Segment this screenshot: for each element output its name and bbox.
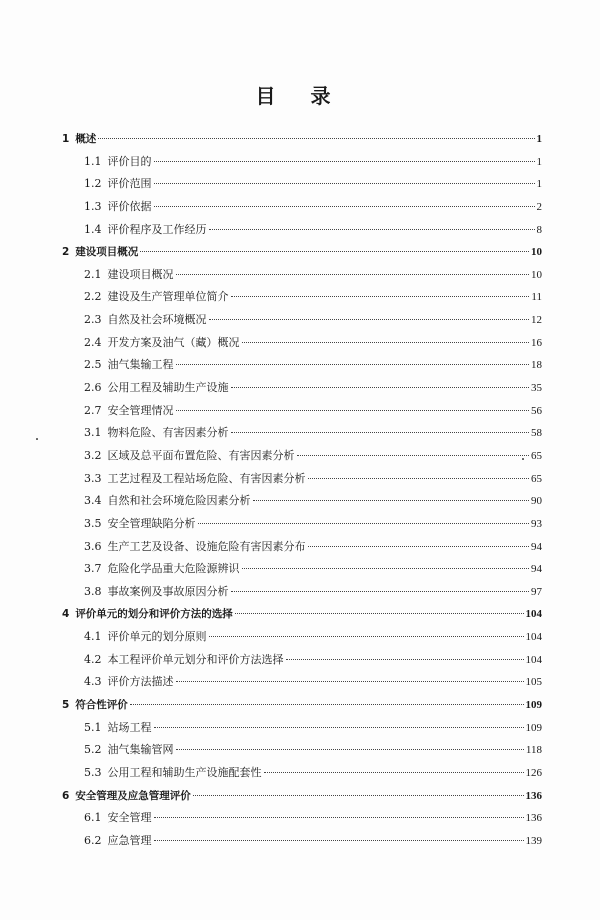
toc-entry-label: 安全管理情况	[107, 403, 174, 417]
toc-entry-number: 2.7	[84, 403, 102, 417]
toc-section-entry	[62, 400, 542, 423]
toc-page-number: 94	[531, 563, 542, 576]
toc-dot-leader	[176, 749, 524, 750]
scan-speck	[36, 438, 38, 440]
toc-page-number: 104	[525, 631, 542, 644]
toc-entry-number: 3.3	[84, 471, 102, 485]
toc-entry-label: 油气集输管网	[107, 743, 174, 757]
toc-dot-leader	[297, 455, 530, 456]
toc-entry-label: 自然和社会环境危险因素分析	[107, 494, 251, 508]
toc-section-entry	[62, 196, 542, 219]
table-of-contents	[62, 128, 542, 853]
toc-page-number: 90	[531, 495, 542, 508]
toc-entry-number: 4.1	[84, 630, 102, 644]
toc-entry-label: 安全管理	[107, 811, 152, 825]
toc-dot-leader	[154, 727, 524, 728]
toc-page-number: 1	[536, 133, 542, 145]
toc-entry-label: 评价方法描述	[107, 675, 174, 689]
toc-page-number: 65	[531, 472, 542, 485]
toc-entry-number: 5	[62, 699, 70, 712]
toc-dot-leader	[231, 296, 530, 297]
toc-entry-label: 工艺过程及工程站场危险、有害因素分析	[107, 471, 306, 485]
toc-entry-number: 3.6	[84, 539, 102, 553]
toc-dot-leader	[253, 500, 530, 501]
toc-page-number: 12	[531, 314, 542, 327]
toc-entry-number: 2.6	[84, 381, 102, 395]
toc-page-number: 97	[531, 585, 542, 598]
toc-entry-label: 危险化学品重大危险源辨识	[107, 562, 240, 576]
toc-entry-label: 安全管理及应急管理评价	[75, 789, 191, 802]
toc-entry-number: 1	[62, 133, 70, 145]
toc-section-entry	[62, 830, 542, 853]
toc-entry-label: 符合性评价	[75, 699, 128, 712]
toc-dot-leader	[209, 319, 530, 320]
toc-entry-label: 自然及社会环境概况	[107, 313, 207, 327]
toc-dot-leader	[286, 659, 524, 660]
toc-section-entry	[62, 445, 542, 468]
toc-entry-label: 评价依据	[107, 199, 152, 213]
toc-page-number: 11	[531, 291, 542, 304]
toc-dot-leader	[176, 681, 524, 682]
toc-section-entry	[62, 490, 542, 513]
toc-dot-leader	[242, 568, 530, 569]
toc-entry-number: 6	[62, 789, 70, 802]
toc-entry-label: 概述	[75, 133, 97, 145]
toc-page-number: 65	[531, 449, 542, 462]
toc-page-number: 1	[536, 178, 542, 191]
toc-chapter-entry	[62, 694, 542, 717]
toc-entry-label: 安全管理缺陷分析	[107, 516, 196, 530]
toc-entry-number: 4.2	[84, 652, 102, 666]
toc-entry-number: 2.1	[84, 267, 102, 281]
toc-entry-label: 评价目的	[107, 154, 152, 168]
toc-section-entry	[62, 286, 542, 309]
toc-section-entry	[62, 626, 542, 649]
toc-dot-leader	[209, 229, 535, 230]
toc-section-entry	[62, 422, 542, 445]
toc-section-entry	[62, 513, 542, 536]
toc-entry-number: 1.1	[84, 154, 102, 168]
toc-page-number: 126	[525, 766, 542, 779]
toc-entry-number: 6.1	[84, 811, 102, 825]
toc-dot-leader	[98, 138, 534, 139]
toc-entry-number: 3.2	[84, 448, 102, 462]
toc-page-number: 118	[525, 744, 542, 757]
toc-section-entry	[62, 151, 542, 174]
toc-dot-leader	[231, 591, 530, 592]
toc-section-entry	[62, 332, 542, 355]
toc-page-number: 56	[531, 404, 542, 417]
toc-entry-label: 事故案例及事故原因分析	[107, 584, 229, 598]
toc-page-number: 58	[531, 427, 542, 440]
toc-entry-label: 评价范围	[107, 177, 152, 191]
toc-entry-number: 4.3	[84, 675, 102, 689]
toc-entry-number: 5.3	[84, 765, 102, 779]
toc-section-entry	[62, 581, 542, 604]
toc-section-entry	[62, 173, 542, 196]
toc-page-number: 16	[531, 336, 542, 349]
toc-entry-number: 2	[62, 246, 70, 259]
toc-section-entry	[62, 739, 542, 762]
toc-dot-leader	[308, 478, 530, 479]
toc-entry-label: 开发方案及油气（藏）概况	[107, 335, 240, 349]
toc-dot-leader	[154, 206, 535, 207]
toc-chapter-entry	[62, 128, 542, 151]
toc-dot-leader	[154, 840, 524, 841]
toc-entry-number: 3.1	[84, 426, 102, 440]
toc-dot-leader	[242, 342, 530, 343]
toc-entry-number: 4	[62, 608, 70, 621]
toc-page-number: 139	[525, 834, 542, 847]
toc-entry-label: 公用工程及辅助生产设施	[107, 381, 229, 395]
toc-entry-label: 物料危险、有害因素分析	[107, 426, 229, 440]
toc-dot-leader	[231, 432, 530, 433]
toc-section-entry	[62, 558, 542, 581]
toc-section-entry	[62, 649, 542, 672]
toc-page-number: 136	[525, 812, 542, 825]
toc-section-entry	[62, 377, 542, 400]
toc-page-number: 1	[536, 155, 542, 168]
toc-page-number: 94	[531, 540, 542, 553]
toc-page-number: 18	[531, 359, 542, 372]
toc-entry-label: 生产工艺及设备、设施危险有害因素分布	[107, 539, 306, 553]
toc-section-entry	[62, 671, 542, 694]
toc-page-number: 104	[525, 608, 542, 621]
toc-section-entry	[62, 536, 542, 559]
toc-page-number: 35	[531, 382, 542, 395]
toc-page-number: 105	[525, 676, 542, 689]
toc-dot-leader	[308, 546, 530, 547]
toc-dot-leader	[154, 161, 535, 162]
toc-section-entry	[62, 717, 542, 740]
toc-entry-label: 站场工程	[107, 720, 152, 734]
toc-entry-number: 1.3	[84, 199, 102, 213]
toc-section-entry	[62, 264, 542, 287]
toc-entry-number: 1.2	[84, 177, 102, 191]
toc-page-number: 2	[536, 200, 542, 213]
toc-page-number: 109	[525, 699, 542, 712]
toc-entry-number: 2.4	[84, 335, 102, 349]
toc-section-entry	[62, 219, 542, 242]
toc-entry-number: 1.4	[84, 222, 102, 236]
toc-page-number: 10	[531, 268, 542, 281]
toc-entry-label: 公用工程和辅助生产设施配套性	[107, 765, 262, 779]
toc-entry-number: 5.1	[84, 720, 102, 734]
toc-entry-label: 区域及总平面布置危险、有害因素分析	[107, 448, 295, 462]
toc-dot-leader	[176, 274, 530, 275]
toc-dot-leader	[193, 795, 524, 796]
toc-section-entry	[62, 309, 542, 332]
toc-chapter-entry	[62, 603, 542, 626]
toc-dot-leader	[176, 364, 530, 365]
toc-page-number: 109	[525, 721, 542, 734]
toc-entry-number: 3.8	[84, 584, 102, 598]
toc-dot-leader	[176, 410, 530, 411]
toc-page-number: 136	[525, 789, 542, 802]
toc-chapter-entry	[62, 241, 542, 264]
toc-entry-number: 2.5	[84, 358, 102, 372]
toc-section-entry	[62, 762, 542, 785]
toc-dot-leader	[264, 772, 524, 773]
toc-entry-number: 3.4	[84, 494, 102, 508]
toc-dot-leader	[198, 523, 530, 524]
toc-dot-leader	[154, 183, 535, 184]
toc-entry-number: 6.2	[84, 833, 102, 847]
toc-entry-label: 油气集输工程	[107, 358, 174, 372]
toc-title: 目 录	[255, 84, 345, 108]
toc-dot-leader	[154, 817, 524, 818]
toc-entry-label: 建设项目概况	[107, 267, 174, 281]
toc-dot-leader	[140, 251, 529, 252]
toc-page-number: 10	[531, 246, 542, 259]
toc-section-entry	[62, 468, 542, 491]
toc-dot-leader	[209, 636, 524, 637]
toc-entry-number: 2.3	[84, 313, 102, 327]
toc-dot-leader	[130, 704, 524, 705]
toc-chapter-entry	[62, 785, 542, 808]
toc-entry-label: 本工程评价单元划分和评价方法选择	[107, 652, 284, 666]
toc-dot-leader	[235, 613, 524, 614]
toc-entry-label: 建设项目概况	[75, 246, 139, 259]
toc-entry-number: 3.5	[84, 516, 102, 530]
toc-page-number: 93	[531, 517, 542, 530]
toc-section-entry	[62, 354, 542, 377]
toc-entry-label: 评价单元的划分原则	[107, 630, 207, 644]
toc-entry-label: 评价单元的划分和评价方法的选择	[75, 608, 233, 621]
toc-page-number: 104	[525, 653, 542, 666]
toc-entry-number: 5.2	[84, 743, 102, 757]
toc-page-number: 8	[536, 223, 542, 236]
toc-entry-number: 3.7	[84, 562, 102, 576]
toc-entry-number: 2.2	[84, 290, 102, 304]
toc-entry-label: 评价程序及工作经历	[107, 222, 207, 236]
toc-dot-leader	[231, 387, 530, 388]
toc-entry-label: 应急管理	[107, 833, 152, 847]
toc-section-entry	[62, 807, 542, 830]
toc-entry-label: 建设及生产管理单位简介	[107, 290, 229, 304]
scan-speck	[522, 458, 524, 460]
